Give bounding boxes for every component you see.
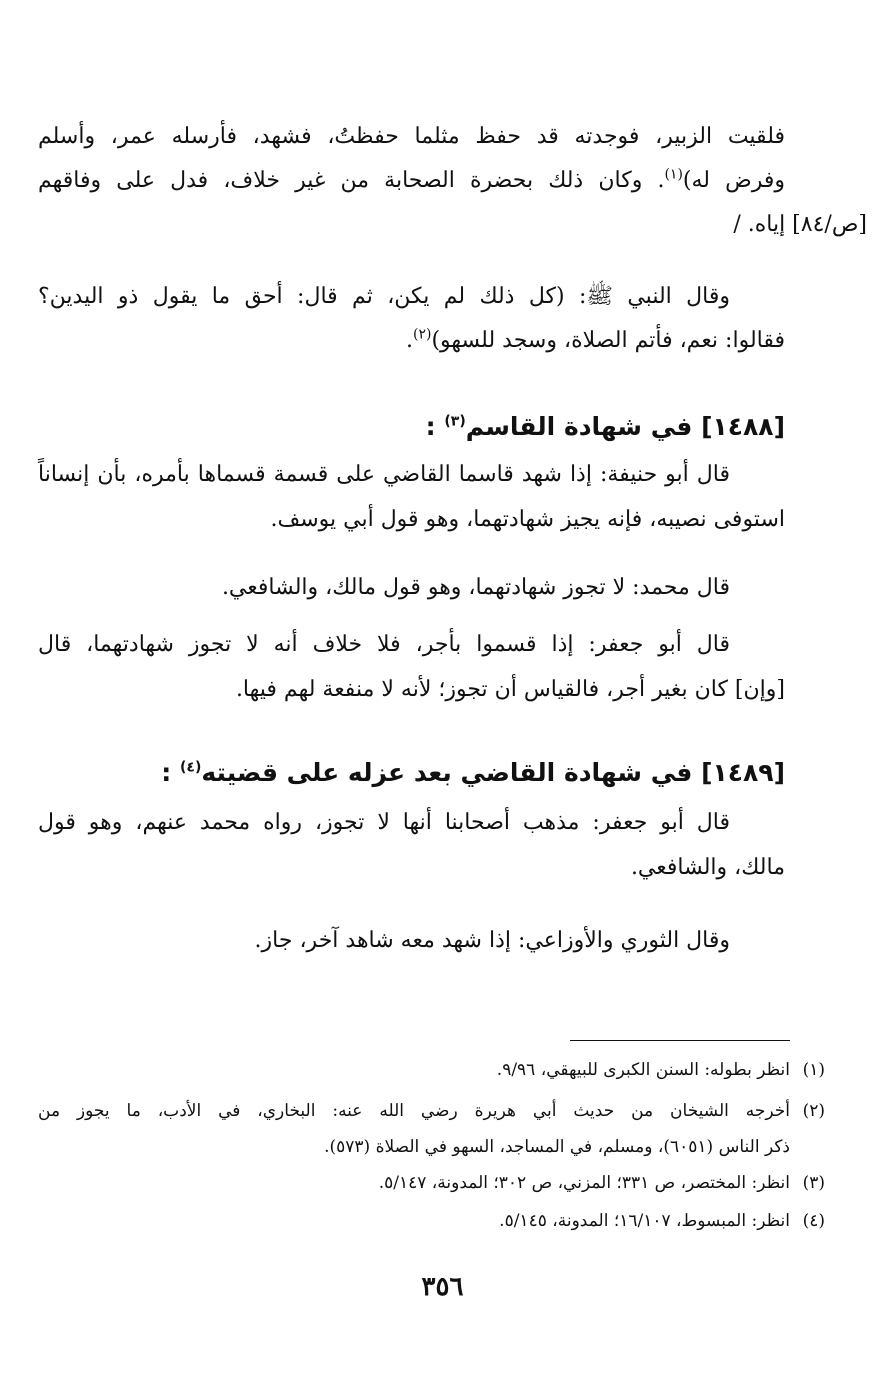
text-run: . [406, 328, 413, 353]
footnote-number-4: (٤) [802, 1211, 825, 1231]
paragraph-6-line-2: مالك، والشافعي. [630, 855, 785, 880]
footnote-ref-3[interactable]: (٣) [444, 413, 466, 430]
footnote-2-line-1: أخرجه الشيخان من حديث أبي هريرة رضي الله عنه: البخاري، في الأدب، ما يجوز من [38, 1101, 790, 1121]
paragraph-1-line-1: فلقيت الزبير، فوجدته قد حفظ مثلما حفظتُ، فشهد، فأرسله عمر، وأسلم [38, 124, 785, 149]
section-heading-1489 [161, 756, 785, 790]
footnote-number-2: (٢) [802, 1101, 825, 1121]
heading-colon: : [425, 412, 436, 441]
paragraph-7: وقال الثوري والأوزاعي: إذا شهد معه شاهد آخر، جاز. [254, 928, 730, 953]
paragraph-5-line-2: [وإن] كان بغير أجر، فالقياس أن تجوز؛ لأنه لا منفعة لهم فيها. [235, 677, 785, 702]
footnote-3: انظر: المختصر، ص ٣٣١؛ المزني، ص ٣٠٢؛ المدونة، ٥/١٤٧. [378, 1173, 790, 1193]
paragraph-4: قال محمد: لا تجوز شهادتهما، وهو قول مالك، والشافعي. [221, 575, 730, 600]
heading-text: [١٤٨٩] في شهادة القاضي بعد عزله على قضيته [201, 758, 785, 787]
paragraph-5-line-1: قال أبو جعفر: إذا قسموا بأجر، فلا خلاف أنه لا تجوز شهادتهما، قال [38, 632, 730, 657]
paragraph-2-line-2 [406, 326, 785, 356]
page-number: ٣٥٦ [421, 1272, 464, 1302]
footnote-ref-2[interactable]: (٢) [413, 326, 432, 343]
heading-colon: : [161, 758, 172, 787]
text-run: . وكان ذلك بحضرة الصحابة من غير خلاف، فدل على وفاقهم [38, 168, 665, 193]
footnote-2-line-2: ذكر الناس (٦٠٥١)، ومسلم، في المساجد، السهو في الصلاة (٥٧٣). [324, 1137, 790, 1157]
footnote-number-1: (١) [802, 1060, 825, 1080]
footnote-4: انظر: المبسوط، ١٦/١٠٧؛ المدونة، ٥/١٤٥. [499, 1211, 790, 1231]
page-reference-marker: [ص/٨٤] إياه. / [733, 212, 867, 237]
paragraph-3-line-1: قال أبو حنيفة: إذا شهد قاسما القاضي على قسمة قسماها بأمره، بأن إنساناً [38, 462, 730, 487]
paragraph-1-line-2 [38, 166, 785, 196]
section-heading-1488 [426, 410, 785, 444]
text-run: وفرض له) [682, 168, 786, 193]
footnote-ref-4[interactable]: (٤) [180, 759, 202, 776]
paragraph-2-line-1: وقال النبي ﷺ: (كل ذلك لم يكن، ثم قال: أحق ما يقول ذو اليدين؟ [38, 284, 730, 309]
footnote-separator [570, 1040, 790, 1041]
footnote-ref-1[interactable]: (١) [664, 166, 683, 183]
paragraph-3-line-2: استوفى نصيبه، فإنه يجيز شهادتهما، وهو قول أبي يوسف. [270, 507, 785, 532]
footnote-1: انظر بطوله: السنن الكبرى للبيهقي، ٩/٩٦. [496, 1060, 790, 1080]
text-run: فقالوا: نعم، فأتم الصلاة، وسجد للسهو) [431, 328, 785, 353]
footnote-number-3: (٣) [802, 1173, 825, 1193]
heading-text: [١٤٨٨] في شهادة القاسم [465, 412, 785, 441]
paragraph-6-line-1: قال أبو جعفر: مذهب أصحابنا أنها لا تجوز، رواه محمد عنهم، وهو قول [38, 810, 730, 835]
